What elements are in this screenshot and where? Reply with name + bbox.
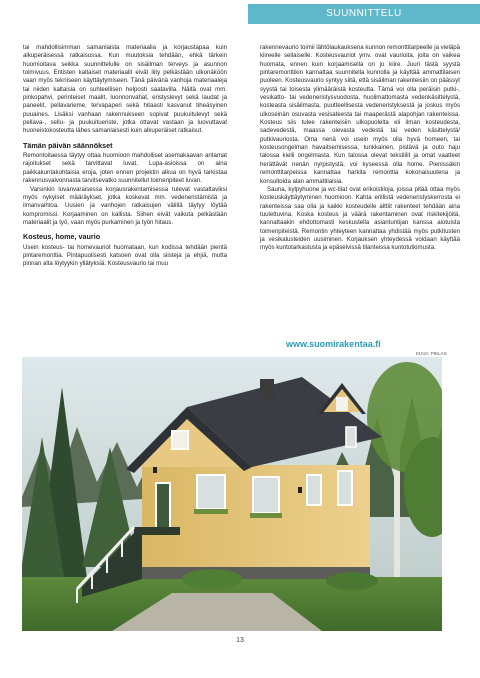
- window: [253, 477, 279, 513]
- right-column: [260, 44, 460, 253]
- regulations-paragraph-1: Remontoitaessa täytyy ottaa huomioon mahdolliset asemakaavan antamat rajoitukset sekä tarvittavat luvat. Lupa-asioissa on aina paikkakuntakohtaisia eroja, joten ennen projektin alkua on hyvä tarkistaa rakennusvalvonnasta tarvitsevatko suunnitellut toimenpiteet luvan.: [23, 152, 227, 185]
- damage-paragraph: rakennevaurio toimii lähtölaukauksena kunnon remonttitarpeelle ja vieläpä kiireelle sellaiselle. Kosteusvauriot ymv. ovat vaurioita, joita on vaikea huomata, ennen kuin korjaamisella on jo kiire. Juuri tästä syystä pintaremonttikin kannattaa suunnitella kunnolla ja käyttää ammattilaisen puoleen. Kosteusvaurio syntyy siitä, että sisäilman rakenteisiin on päässyt syystä tai toisesta ylimääräistä kosteutta. Tämä voi olla peräisin putki-, vesikatto- tai vedeneristysvuodosta, huolimattomasta vedenkäsittelystä, kosteasta sisäilmasta, puutteellisesta vedeneristyksestä ja joskus myös ulkoseinän osuvasta vesisateesta tai maaperästä alapohjan rakenteissa. Kosteus siis tulee rakenteisiin ulkopuolelta eli ilman kosteudesta, sadevedestä, maassa olevasta vedestä tai veden käsittelystä/ putkivauriosta. Oma nenä voi usein myös olla hyvä homeen, tai kosteusongelman havaitsemisessa, tunkkainen, pistävä ja outo haju talossa kielii ongelmasta. Kun talossa olevat tekstiilit ja omat vaatteet herättävät nenän nyrpistystä, voi kyseessä olla home. Pienissäkin remonttitarpeissa kannattaa harkita remonttia kokonaisuutena ja konsultoida alan ammattilaisia.: [260, 44, 460, 185]
- window: [336, 397, 348, 411]
- website-link[interactable]: www.suomirakentaa.fi: [286, 339, 381, 349]
- sauna-paragraph: Sauna, kylpyhuone ja wc-tilat ovat erikoistiloja, joissa pitää ottaa myös kosteuskäyttäytyminen huomioon. Kahta erillistä vedeneristyskerrosta ei rakenteissa saa olla ja kaikki kosteudelle alttiit rakenteet tehdään aina tuulettuvina. Koska kosteus ja väärä rakentaminen ovat riskitekijöitä, kannattaakin ehdottomasti keskustella asiantuntijan kanssa aiotuista toimenpiteistä. Remontin yhteyteen kannattaa yhdistää myös putkitusten ja vesikalusteiden uusiminen. Korjauksen yhteydessä voidaan käyttää myös kuntotarkastusta ja epäselvissä tilanteissa kuntotutkimusta.: [260, 185, 460, 252]
- window: [346, 427, 356, 447]
- regulations-paragraph-2: Varsinkin luvanvaraisessa korjausrakentamisessa tulevat vastattaviksi myös nykyiset määräykset, jotka koskevat mm. vedeneristämistä ja ilmanvaihtoa. Uusien ja vanhojen ratkaisujen välillä täytyy löytää kompromissi. Korjaaminen on kallista. Siihen eivät vaikuta pelkästään materiaalit ja työ, vaan myös purkaminen ja työn hitaus.: [23, 185, 227, 226]
- flower-box: [194, 509, 228, 514]
- shrub: [326, 572, 378, 590]
- heading-moisture: Kosteus, home, vaurio: [23, 232, 101, 242]
- moisture-paragraph: Usein kosteus- tai homevauriot huomataan, kun kodissa tehdään pientä pintaremonttia. Pintapuolisesti katsoen ovat olla siisteja ja ehjiä, mutta pinnan alta löytyykin yllätyksiä. Kosteusvaurio tai muu: [23, 243, 227, 268]
- shrub: [182, 569, 242, 589]
- header-band: [0, 0, 480, 26]
- heading-regulations: Tämän päivän säännökset: [23, 140, 113, 150]
- window: [307, 475, 321, 505]
- flower-box: [250, 513, 282, 518]
- left-column: [23, 44, 227, 269]
- lamp: [298, 487, 302, 493]
- house-photo: [22, 357, 442, 631]
- house-illustration: [22, 357, 442, 631]
- photo-credit: KUVA: PIKLAS: [416, 351, 447, 356]
- front-door: [156, 483, 170, 529]
- window: [338, 471, 352, 505]
- intro-paragraph: tai mahdollisimman samanlaista materiaalia ja korjaustapaa kuin alkuperäisessä ratkaisussa. Kun muutoksia tehdään, ehkä tärkein huomioitava seikka suunnittelulle on sisäilman terveys ja asunnon toimivuus. Entisten kaltaiset materiaalit eivät liity pelkästään ulkonäköön vaan myös tekniseen käyttäytymiseen. Tänä päivänä vanhoja materiaaleja tai niiden kaltaisia on suhteellisen helposti saatavilla. Näitä ovat mm. pinkopahvi, perinteiset maalit, luonnonvahat, eristyslevyt sekä laudat ja paneelit, pellavarieme, tervapaperi sekä hitaasti kasvanut tiheäsyinen puuaines. Lisäksi vanhaan rakennukseen sopivat puukuitulevyt sekä pellava-, sellu- ja puukuitueriste, jotka ottavat vastaan ja luovuttavat huoneistokosteutta lähes samanlaisesti kuin alkuperäiset ratkaisut.: [23, 44, 227, 135]
- window: [172, 431, 188, 449]
- chimney: [260, 379, 274, 401]
- page-number: 13: [236, 637, 244, 644]
- section-header: SUUNNITTELU: [248, 4, 480, 24]
- window: [197, 475, 225, 509]
- lamp: [153, 467, 157, 473]
